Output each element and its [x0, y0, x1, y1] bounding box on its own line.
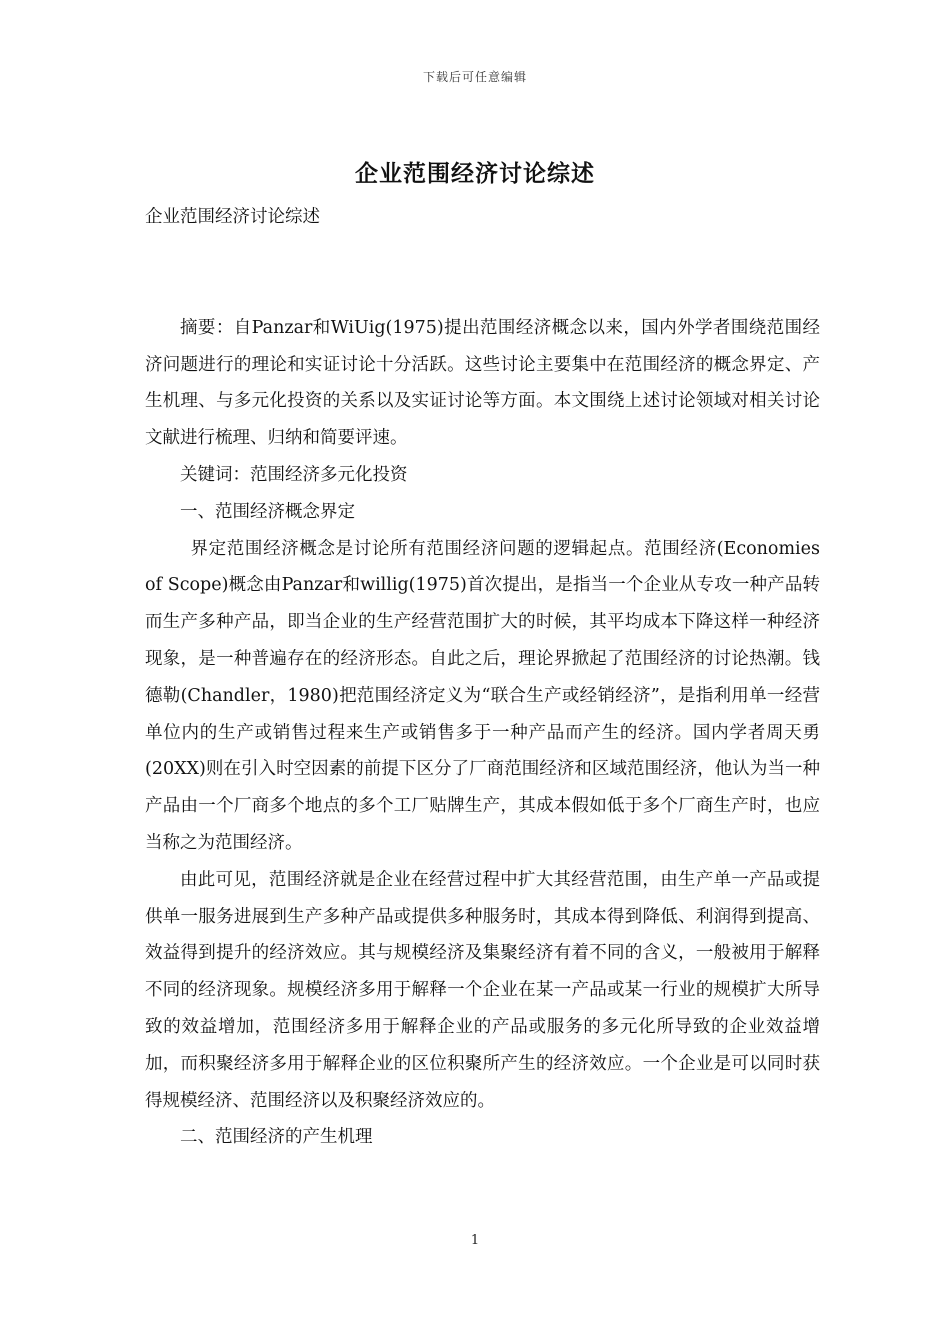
body-paragraph-1: 界定范围经济概念是讨论所有范围经济问题的逻辑起点。范围经济(Economies of Scope)概念由Panzar和willig(1975)首次提出，是指当一个企业从专攻一种产品转而生产多种产品，即当企业的生产经营范围扩大的时候，其平均成本下降这样一种经济现象，是一种普遍存在的经济形态。自此之后，理论界掀起了范围经济的讨论热潮。钱德勒(Chandler，1980)把范围经济定义为“联合生产或经销经济”，是指利用单一经营单位内的生产或销售过程来生产或销售多于一种产品而产生的经济。国内学者周天勇(20XX)则在引入时空因素的前提下区分了厂商范围经济和区域范围经济，他认为当一种产品由一个厂商多个地点的多个工厂贴牌生产，其成本假如低于多个厂商生产时，也应当称之为范围经济。: [145, 538, 820, 853]
section-heading-1: 一、范围经济概念界定: [180, 501, 355, 522]
document-subtitle: 企业范围经济讨论综述: [145, 207, 320, 227]
document-title: 企业范围经济讨论综述: [355, 160, 595, 187]
page-number: 1: [470, 1233, 480, 1248]
header-note: 下载后可任意编辑: [422, 70, 527, 84]
blank-line: [145, 236, 820, 310]
document-body: [145, 199, 820, 1156]
abstract-paragraph: 摘要：自Panzar和WiUig(1975)提出范围经济概念以来，国内外学者围绕范围经济问题进行的理论和实证讨论十分活跃。这些讨论主要集中在范围经济的概念界定、产生机理、与多元化投资的关系以及实证讨论等方面。本文围绕上述讨论领域对相关讨论文献进行梳理、归纳和简要评速。: [145, 317, 820, 449]
body-paragraph-2: 由此可见，范围经济就是企业在经营过程中扩大其经营范围，由生产单一产品或提供单一服务进展到生产多种产品或提供多种服务时，其成本得到降低、利润得到提高、效益得到提升的经济效应。其与规模经济及集聚经济有着不同的含义，一般被用于解释不同的经济现象。规模经济多用于解释一个企业在某一产品或某一行业的规模扩大所导致的效益增加，范围经济多用于解释企业的产品或服务的多元化所导致的企业效益增加，而积聚经济多用于解释企业的区位积聚所产生的经济效应。一个企业是可以同时获得规模经济、范围经济以及积聚经济效应的。: [145, 869, 820, 1111]
section-heading-2: 二、范围经济的产生机理: [180, 1127, 373, 1148]
keywords-line: 关键词：范围经济多元化投资: [180, 464, 408, 485]
